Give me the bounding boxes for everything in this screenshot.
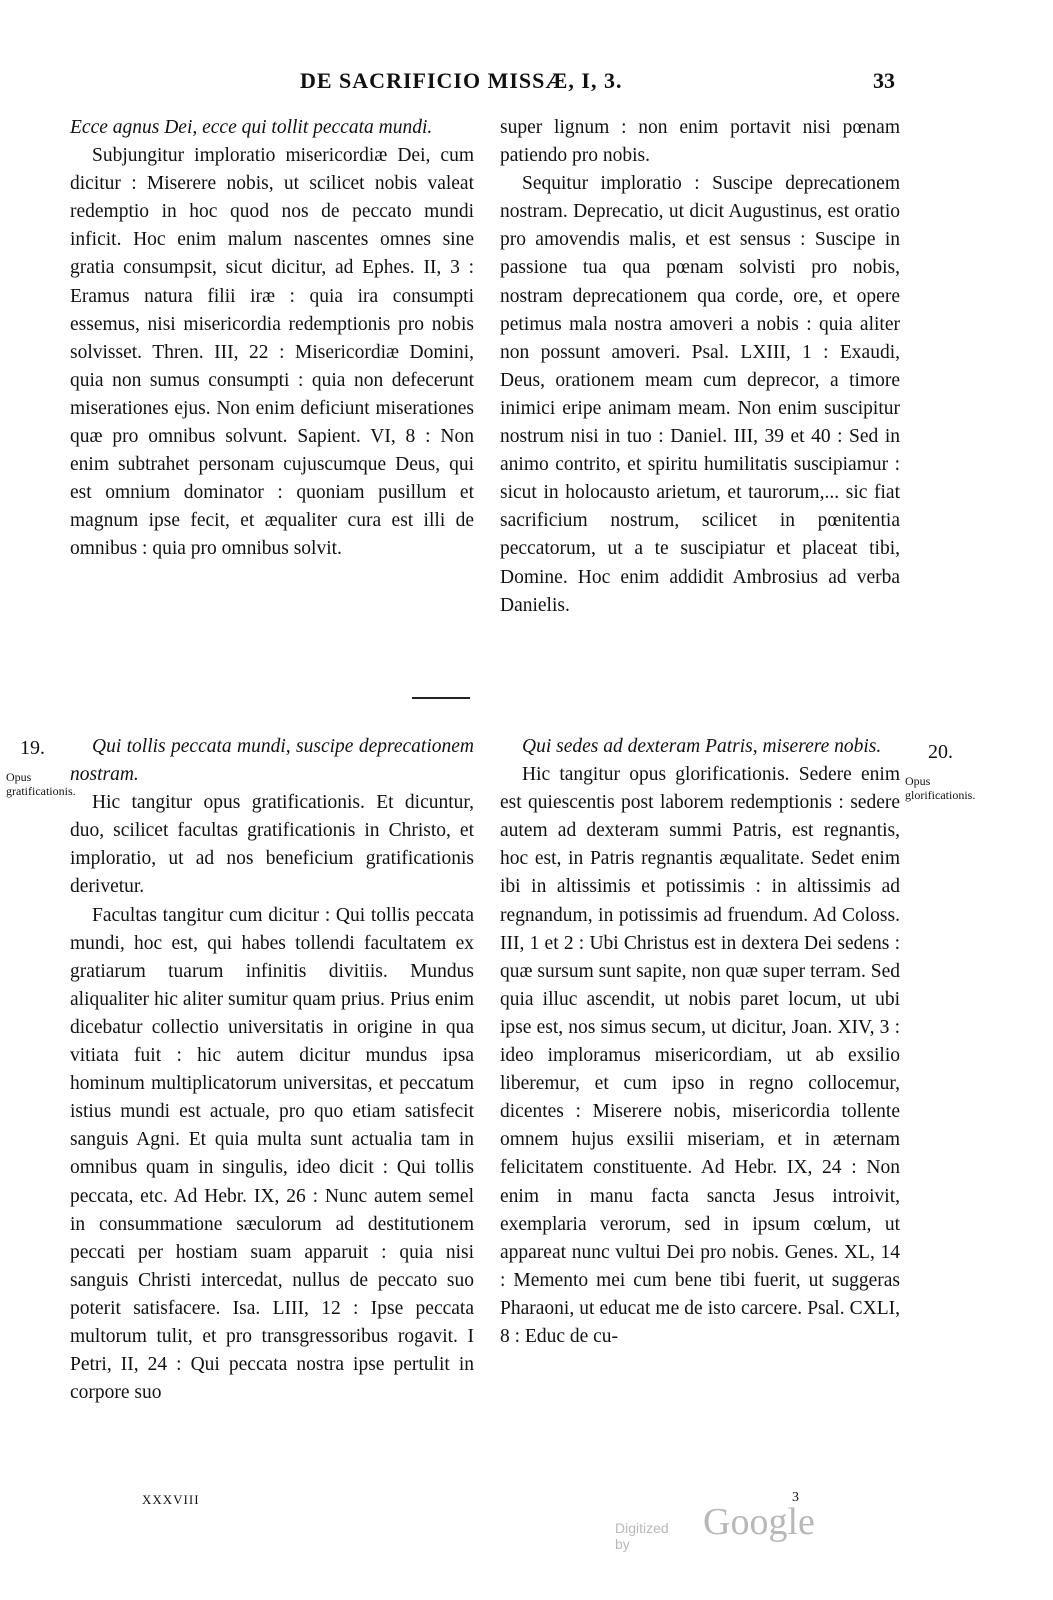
paragraph: Facultas tangitur cum dicitur : Qui tollis peccata mundi, hoc est, qui habes tollendi facultatem ex gratiarum tuarum infinitis divitiis. Mundus aliqualiter hic aliter sumitur quam prius. Prius enim dicebatur collectio universitatis in origine in qua vitiata fuit : hic autem dicitur mundus ipsa hominum multiplicatorum universitas, et peccatum istius mundi est actuale, pro quo etiam satisfecit sanguis Agni. Et quia multa sunt actualia tam in omnibus quam in singulis, ideo dicit : Qui tollis peccata, etc. Ad Hebr. IX, 26 : Nunc autem semel in consummatione sæculorum ad destitutionem peccati per hostiam suam apparuit : quia nisi sanguis Christi intercedat, nullus de peccato suo poterit satisfacere. Isa. LIII, 12 : Ipse peccata multorum tulit, et pro transgressoribus rogavit. I Petri, II, 24 : Qui peccata nostra ipse pertulit in corpore suo — [70, 904, 474, 1404]
section-heading: Qui sedes ad dexteram Patris, miserere nobis. — [522, 736, 882, 757]
top-left-column — [70, 114, 474, 564]
footer-number: 3 — [792, 1490, 799, 1505]
section-number-19: 19. — [20, 737, 45, 759]
paragraph: Hic tangitur opus gratificationis. Et dicuntur, duo, scilicet facultas gratificationis in Christo, et imploratio, ut ad nos beneficium gratificationis derivetur. — [70, 792, 474, 898]
top-right-column — [500, 114, 900, 620]
google-logo: Google — [703, 1501, 815, 1543]
paragraph: Sequitur imploratio : Suscipe deprecationem nostram. Deprecatio, ut dicit Augustinus, est oratio pro amovendis malis, et est sensus : Suscipe in passione tua qua pœnam solvisti pro nobis, nostram deprecationem qua corde, ore, et opere petimus mala nostra amoveri a nobis : quia aliter non possunt amoveri. Psal. LXIII, 1 : Exaudi, Deus, orationem meam cum deprecor, a timore inimici eripe animam meam. Non enim suscipitur nostrum nisi in tuo : Daniel. III, 39 et 40 : Sed in animo contrito, et spiritu humilitatis suscipiamur : sicut in holocausto arietum, et taurorum,... sic fiat sacrificium nostrum, scilicet in pœnitentia peccatorum, ut a te suscipiatur et placeat tibi, Domine. Hoc enim addidit Ambrosius ad verba Danielis. — [500, 173, 900, 616]
paragraph: Subjungitur imploratio misericordiæ Dei, cum dicitur : Miserere nobis, ut scilicet nobis valeat redemptio in hoc quod nos de peccato mundi inficit. Hoc enim malum nascentes omnes sine gratia consumpsit, sicut dicitur, ad Ephes. II, 3 : Eramus natura filii iræ : quia ira consumpti essemus, nisi misericordia redemptionis pro nobis solvisset. Thren. III, 22 : Misericordiæ Domini, quia non sumus consumpti : quia non defecerunt miserationes ejus. Non enim deficiunt miserationes quæ pro omnibus solvunt. Sapient. VI, 8 : Non enim subtrahet personam cujuscumque Deus, qui est omnium dominator : quoniam pusillum et magnum ipse fecit, et æqualiter cura est illi de omnibus : quia pro omnibus solvit. — [70, 145, 474, 560]
watermark-caption: Digitized by — [615, 1520, 669, 1552]
section-rule — [412, 697, 470, 699]
section-heading: Qui tollis peccata mundi, suscipe deprecationem nostram. — [70, 736, 474, 786]
running-title: DE SACRIFICIO MISSÆ, I, 3. — [300, 68, 623, 93]
margin-note-gratification: Opus gratificationis. — [6, 770, 76, 798]
signature-mark: XXXVIII — [142, 1492, 200, 1507]
bottom-left-column — [70, 733, 474, 1407]
paragraph: Ecce agnus Dei, ecce qui tollit peccata mundi. — [70, 117, 433, 138]
margin-note-glorification: Opus glorificationis. — [905, 774, 976, 802]
page-number: 33 — [873, 68, 895, 93]
paragraph: super lignum : non enim portavit nisi pœnam patiendo pro nobis. — [500, 117, 900, 167]
paragraph: Hic tangitur opus glorificationis. Sedere enim est quiescentis post laborem redemptionis : sedere autem ad dexteram summi Patris, est regnantis, hoc est, in Patris regnantis æqualitate. Sedet enim ibi in altissimis et potissimis : in altissimis ad regnandum, in potissimis ad fruendum. Ad Coloss. III, 1 et 2 : Ubi Christus est in dextera Dei sedens : quæ sursum sunt sapite, non quæ super terram. Sed quia illuc ascendit, ut nobis paret locum, ut ubi ipse est, nos simus secum, ut dicitur, Joan. XIV, 3 : ideo imploramus misericordiam, ut ab exsilio liberemur, et cum ipso in regno collocemur, dicentes : Miserere nobis, misericordia tollente omnem hujus exsilii miseriam, et in æternam felicitatem constituente. Ad Hebr. IX, 24 : Non enim in manu facta sancta Jesus introivit, exemplaria verorum, sed in ipsum cœlum, ut appareat nunc vultui Dei pro nobis. Genes. XL, 14 : Memento mei cum bene tibi fuerit, ut suggeras Pharaoni, ut educat me de isto carcere. Psal. CXLI, 8 : Educ de cu- — [500, 764, 900, 1347]
bottom-right-column — [500, 733, 900, 1351]
section-number-20: 20. — [928, 741, 953, 763]
running-header — [0, 68, 1053, 102]
